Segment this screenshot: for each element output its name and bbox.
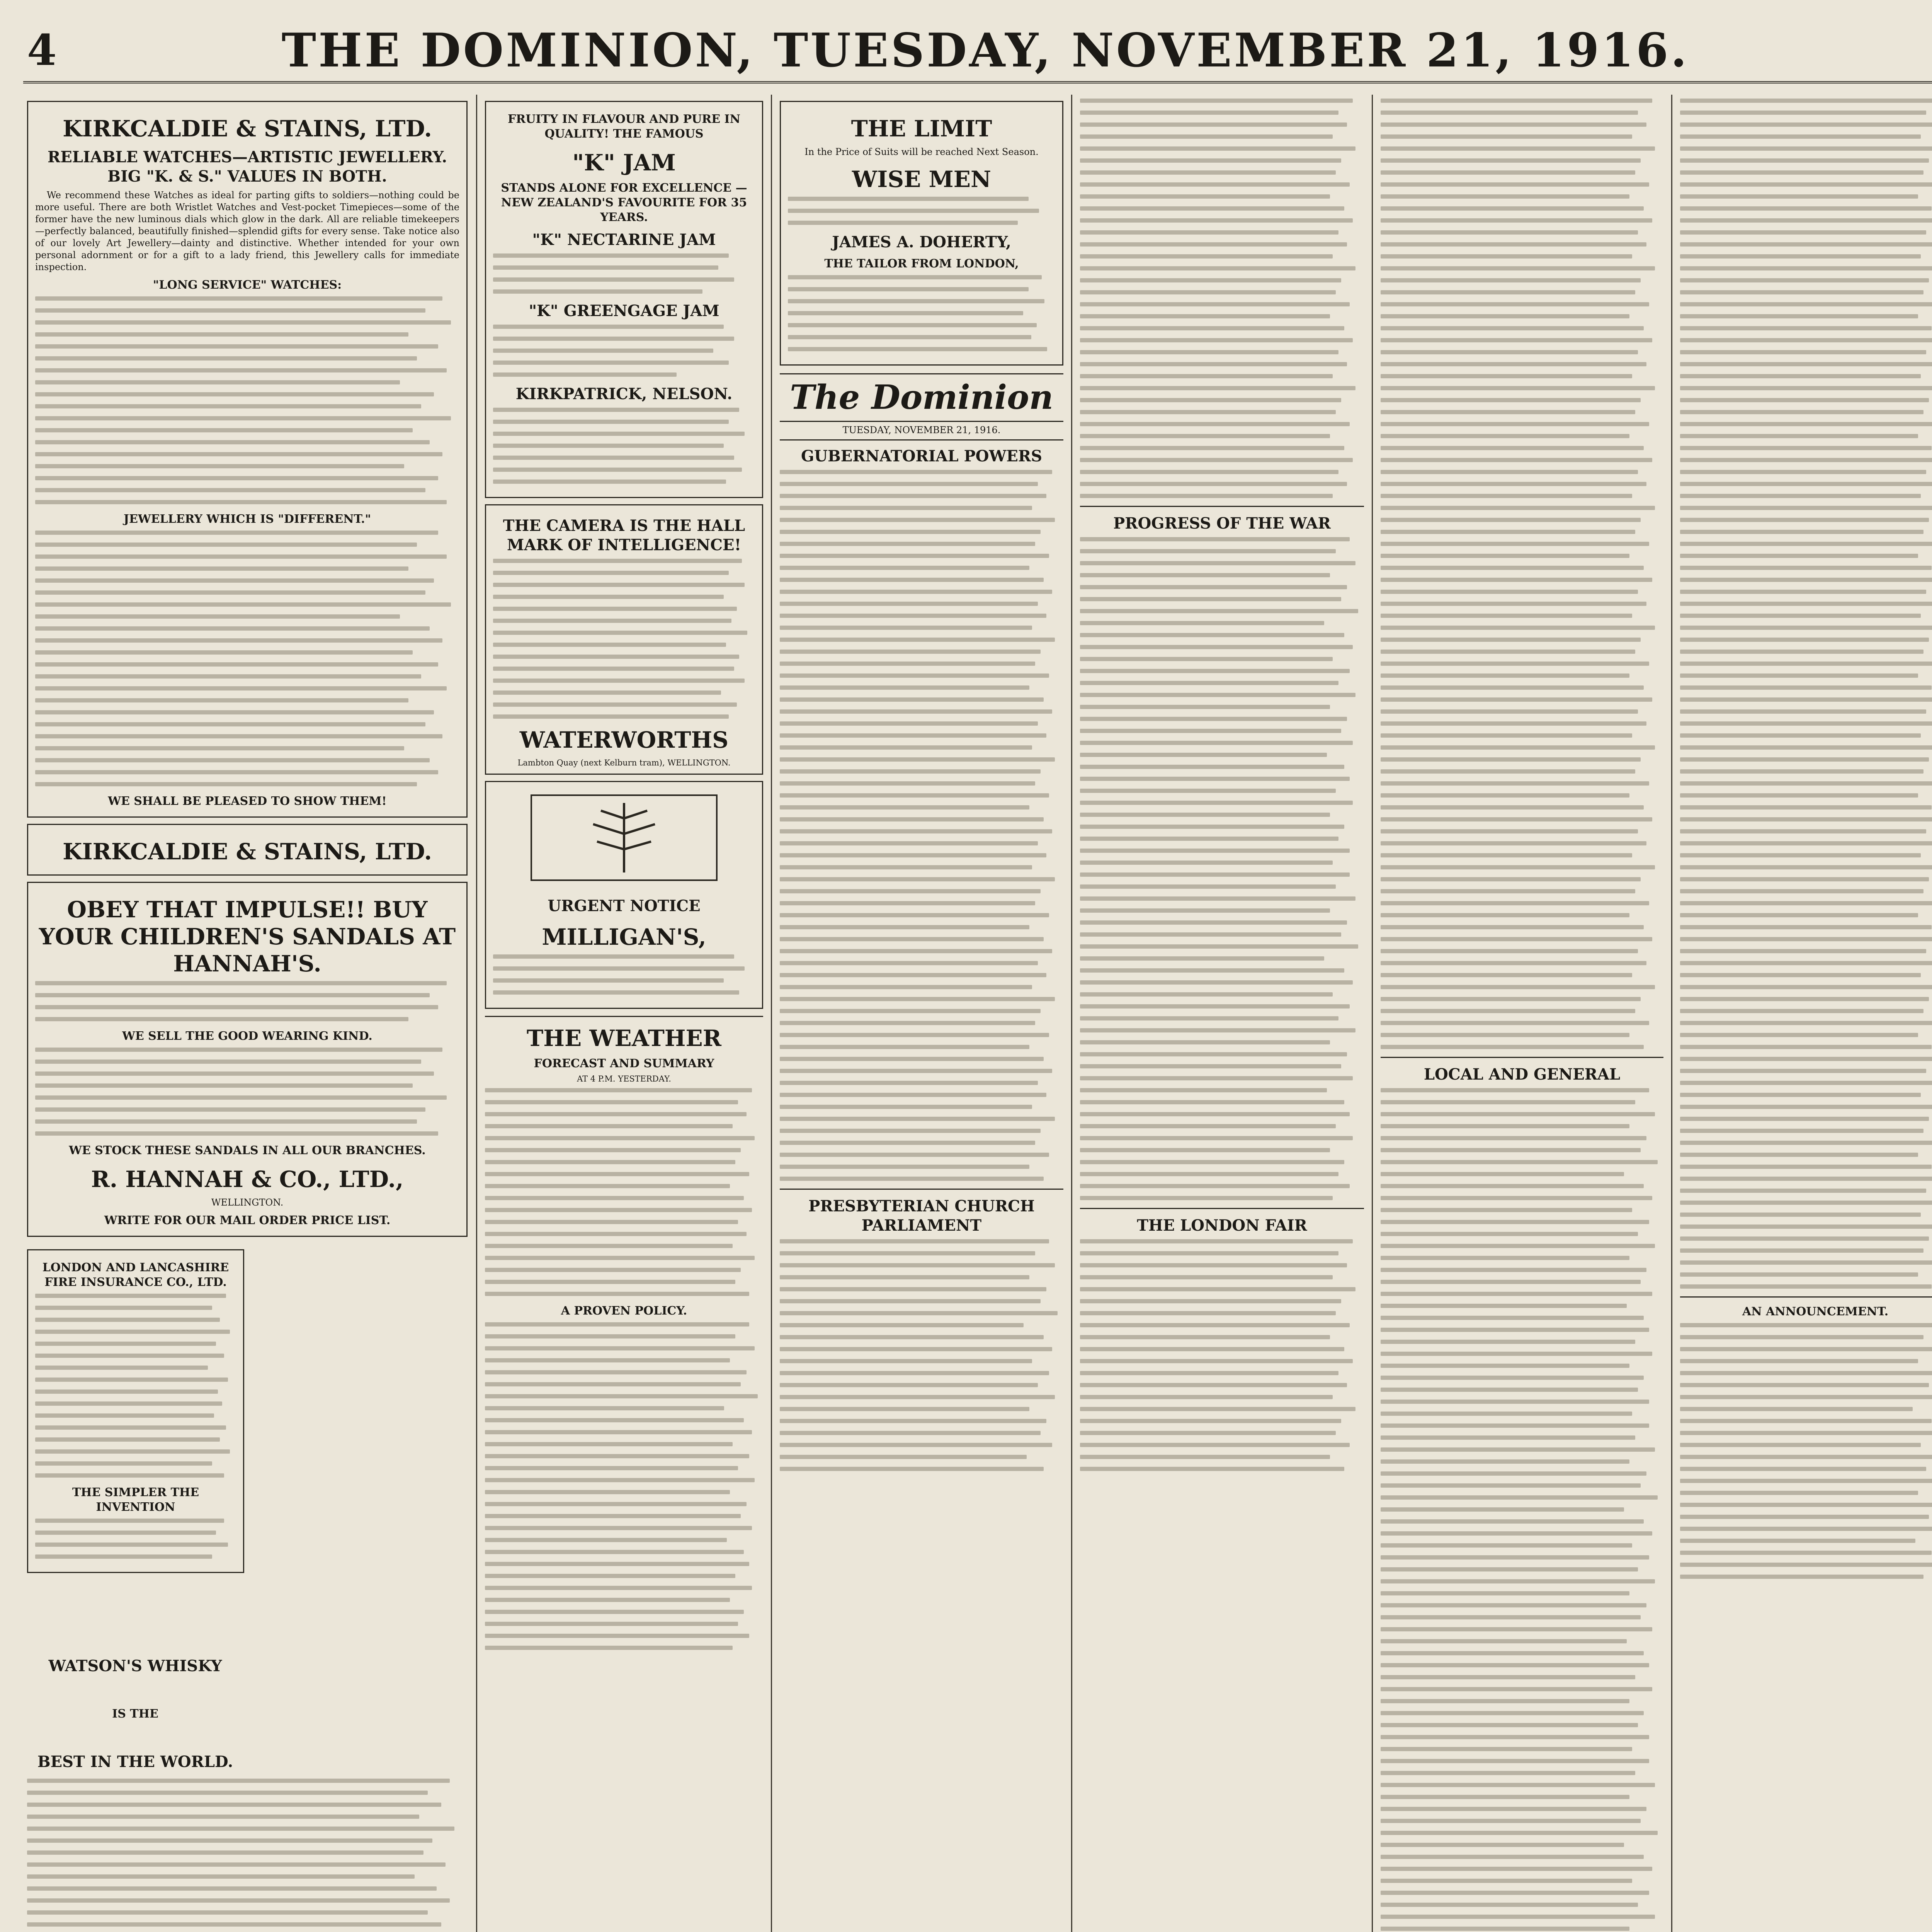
column-rule: [476, 95, 477, 1932]
column-advertisements-2: [485, 95, 763, 1932]
column-rule: [1071, 95, 1072, 1932]
text-block: [493, 325, 755, 377]
fruity-heading: FRUITY IN FLAVOUR AND PURE IN QUALITY! THE FAMOUS: [508, 112, 740, 141]
forecast-time: AT 4 P.M. YESTERDAY.: [577, 1074, 671, 1083]
ad-heading-2: KIRKCALDIE & STAINS, LTD.: [63, 838, 432, 865]
waterworths-heading: WATERWORTHS: [519, 727, 729, 753]
greengage-heading: "K" GREENGAGE JAM: [529, 302, 719, 320]
doherty-heading: JAMES A. DOHERTY,: [832, 233, 1011, 251]
divider: [1680, 1296, 1932, 1298]
column-news-3: [1680, 95, 1932, 1932]
column-editorial: [780, 95, 1063, 1932]
column-rule: [1372, 95, 1373, 1932]
show-them-line: WE SHALL BE PLEASED TO SHOW THEM!: [108, 794, 387, 808]
text-block: [485, 1088, 763, 1296]
text-block: [35, 1519, 236, 1559]
text-block: [485, 1322, 763, 1650]
london-fair-heading: THE LONDON FAIR: [1137, 1216, 1307, 1235]
text-block: [1080, 537, 1364, 1200]
divider: [780, 1189, 1063, 1190]
ad-subheading: RELIABLE WATCHES—ARTISTIC JEWELLERY. BIG "K. & S." VALUES IN BOTH.: [47, 148, 447, 185]
hannah-name: R. HANNAH & CO., LTD.,: [91, 1166, 404, 1192]
hannah-ad: [27, 882, 468, 1237]
column-rule: [1671, 95, 1672, 1932]
milligans-heading: MILLIGAN'S,: [542, 924, 706, 950]
mail-order-line: WRITE FOR OUR MAIL ORDER PRICE LIST.: [104, 1214, 391, 1227]
text-block: [1080, 1239, 1364, 1471]
kirkpatrick-heading: KIRKPATRICK, NELSON.: [515, 385, 733, 403]
ad-intro: We recommend these Watches as ideal for parting gifts to soldiers—nothing could be more useful. There are both Wristlet Watches and Vest-pocket Timepieces—some of the former have the new luminous dials which glow in the dark. All are reliable timekeepers—perfectly balanced, beautifully finished—splendid gifts for every sense. Take notice also of our lovely Art Jewellery—dainty and distinctive. Whether intended for your own personal adornment or for a gift to a lady friend, this Jewellery calls for immediate inspection.: [35, 190, 459, 272]
text-block: [1680, 99, 1932, 1289]
column-news-1: [1080, 95, 1364, 1932]
hannah-place: WELLINGTON.: [211, 1197, 284, 1208]
text-block: [493, 954, 755, 995]
watson-line: WATSON'S WHISKY: [48, 1657, 222, 1675]
tailor-ad: [780, 101, 1063, 366]
text-block: [35, 531, 459, 786]
column-news-2: [1381, 95, 1663, 1932]
column-advertisements-1: [27, 95, 468, 1932]
jewellery-heading: JEWELLERY WHICH IS "DIFFERENT.": [123, 512, 371, 526]
text-block: [1680, 1323, 1932, 1579]
dateline: TUESDAY, NOVEMBER 21, 1916.: [780, 424, 1063, 440]
masthead: [23, 15, 1932, 83]
text-block: [1381, 99, 1663, 1049]
gubernatorial-heading: GUBERNATORIAL POWERS: [801, 447, 1043, 465]
ad-heading: KIRKCALDIE & STAINS, LTD.: [63, 116, 432, 142]
text-block: [1381, 1088, 1663, 1932]
obey-heading: OBEY THAT IMPULSE!! BUY YOUR CHILDREN'S SANDALS AT HANNAH'S.: [39, 896, 456, 977]
nectarine-heading: "K" NECTARINE JAM: [532, 231, 716, 249]
stock-line: WE STOCK THESE SANDALS IN ALL OUR BRANCHES.: [69, 1144, 426, 1157]
kirkcaldie-banner: [27, 824, 468, 876]
good-wearing-line: WE SELL THE GOOD WEARING KIND.: [122, 1029, 372, 1043]
divider: [1080, 1208, 1364, 1209]
column-rule: [771, 95, 772, 1932]
dominion-masthead: The Dominion: [780, 373, 1063, 422]
text-block: [780, 470, 1063, 1181]
presbyterian-heading: PRESBYTERIAN CHURCH PARLIAMENT: [808, 1197, 1035, 1235]
text-block: [35, 296, 459, 504]
text-block: [493, 408, 755, 484]
fern-crest-icon: [493, 787, 755, 888]
text-block: [493, 253, 755, 294]
masthead-title: THE DOMINION, TUESDAY, NOVEMBER 21, 1916.: [281, 23, 1689, 78]
divider: [485, 1016, 763, 1017]
text-block: [1080, 99, 1364, 498]
divider: [1381, 1057, 1663, 1058]
text-block: [27, 1779, 468, 1932]
divider: [1080, 506, 1364, 507]
text-block: [493, 559, 755, 719]
limit-sub: In the Price of Suits will be reached Next Season.: [804, 146, 1039, 157]
insurance-heading: LONDON AND LANCASHIRE FIRE INSURANCE CO., LTD.: [42, 1261, 229, 1289]
progress-heading: PROGRESS OF THE WAR: [1113, 514, 1331, 532]
insurance-ad: [27, 1249, 244, 1573]
k-jam-heading: "K" JAM: [572, 150, 676, 176]
long-service-heading: "LONG SERVICE" WATCHES:: [153, 278, 342, 292]
urgent-heading: URGENT NOTICE: [548, 897, 701, 915]
forecast-heading: FORECAST AND SUMMARY: [534, 1057, 714, 1070]
doherty-sub: THE TAILOR FROM LONDON,: [824, 257, 1019, 270]
is-the-line: IS THE: [112, 1707, 158, 1721]
local-general-heading: LOCAL AND GENERAL: [1423, 1065, 1621, 1083]
page-number: 4: [27, 25, 57, 75]
camera-heading: THE CAMERA IS THE HALL MARK OF INTELLIGENCE!: [503, 517, 745, 554]
jam-ad: [485, 101, 763, 498]
camera-ad: [485, 504, 763, 775]
waterworths-address: Lambton Quay (next Kelburn tram), WELLINGTON.: [517, 758, 731, 767]
whisky-ad: [27, 1579, 243, 1775]
wise-men-heading: WISE MEN: [852, 166, 991, 192]
text-block: [788, 197, 1055, 225]
simpler-heading: THE SIMPLER THE INVENTION: [72, 1486, 199, 1514]
announcement-heading: AN ANNOUNCEMENT.: [1742, 1305, 1889, 1318]
text-block: [35, 1048, 459, 1136]
kirkcaldie-ad: [27, 101, 468, 818]
text-block: [35, 981, 459, 1021]
limit-heading: THE LIMIT: [851, 116, 992, 142]
text-block: [35, 1294, 236, 1478]
milligans-ad: [485, 781, 763, 1009]
text-block: [780, 1239, 1063, 1471]
best-line: BEST IN THE WORLD.: [37, 1753, 233, 1771]
text-block: [788, 275, 1055, 351]
weather-heading: THE WEATHER: [527, 1025, 721, 1051]
k-jam-sub: STANDS ALONE FOR EXCELLENCE —NEW ZEALAND'S FAVOURITE FOR 35 YEARS.: [501, 181, 747, 224]
proven-policy-heading: A PROVEN POLICY.: [561, 1304, 687, 1318]
